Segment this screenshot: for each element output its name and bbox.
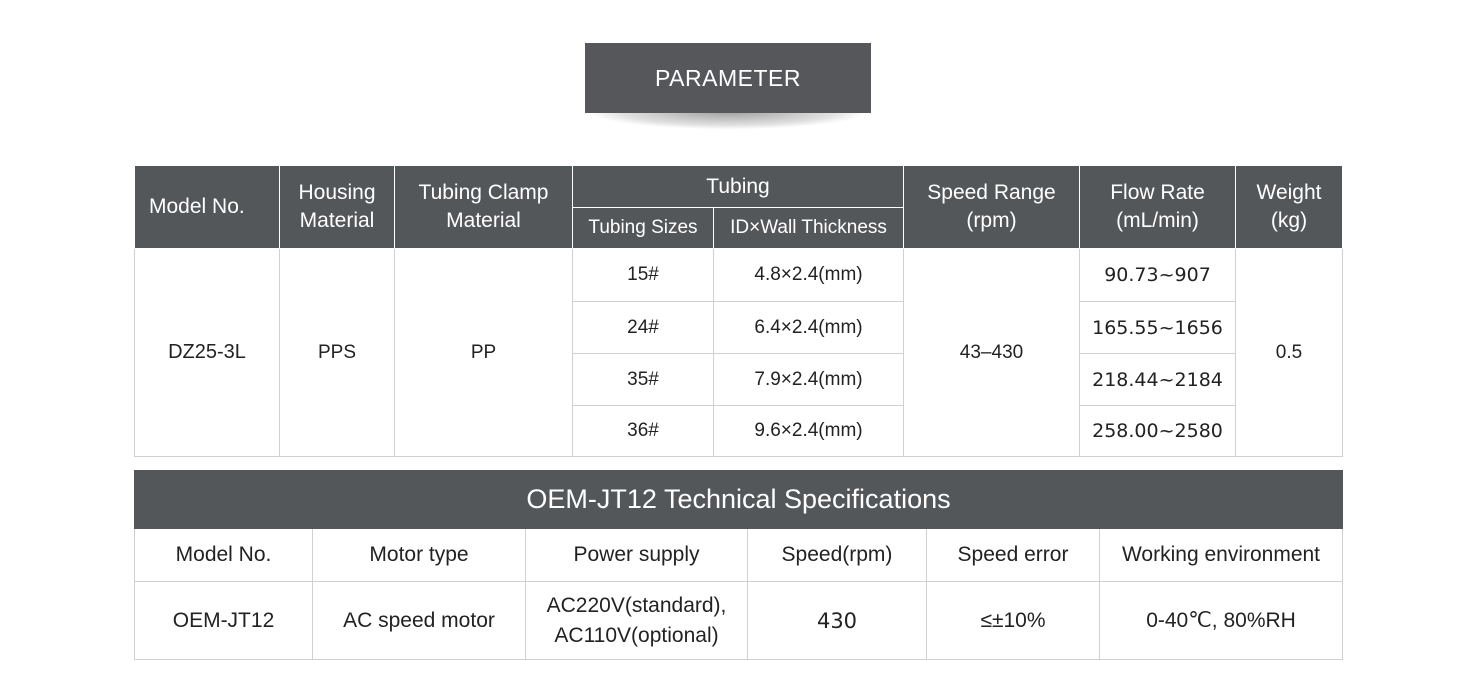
cell-id-wall: 7.9×2.4(mm) bbox=[714, 354, 904, 406]
header-tubing: Tubing bbox=[573, 166, 904, 208]
cell-housing: PPS bbox=[280, 249, 395, 457]
cell-model: OEM-JT12 bbox=[135, 582, 313, 660]
header-flow-rate: Flow Rate (mL/min) bbox=[1080, 166, 1236, 249]
table-row bbox=[135, 582, 1343, 660]
cell-tubing-size: 35# bbox=[573, 354, 714, 406]
header-id-wall-thickness: ID×Wall Thickness bbox=[714, 208, 904, 249]
cell-speed-error: ≤±10% bbox=[927, 582, 1100, 660]
cell-tubing-size: 15# bbox=[573, 249, 714, 302]
specifications-title: OEM-JT12 Technical Specifications bbox=[135, 471, 1343, 529]
cell-speed-range: 43–430 bbox=[904, 249, 1080, 457]
banner-title: PARAMETER bbox=[585, 43, 871, 113]
cell-clamp: PP bbox=[395, 249, 573, 457]
cell-flow-rate: 90.73~907 bbox=[1080, 249, 1236, 302]
cell-id-wall: 9.6×2.4(mm) bbox=[714, 406, 904, 457]
table-row bbox=[135, 249, 1343, 302]
parameter-banner bbox=[585, 43, 871, 113]
cell-flow-rate: 258.00~2580 bbox=[1080, 406, 1236, 457]
cell-model: DZ25-3L bbox=[135, 249, 280, 457]
header-speed-range: Speed Range (rpm) bbox=[904, 166, 1080, 249]
header-housing-material: Housing Material bbox=[280, 166, 395, 249]
header-speed: Speed(rpm) bbox=[748, 529, 927, 582]
specifications-table bbox=[134, 470, 1343, 660]
power-supply-line-2: AC110V(optional) bbox=[554, 623, 719, 647]
table-header-row bbox=[135, 529, 1343, 582]
header-model-no: Model No. bbox=[135, 529, 313, 582]
cell-id-wall: 6.4×2.4(mm) bbox=[714, 302, 904, 354]
header-motor-type: Motor type bbox=[313, 529, 526, 582]
parameter-table bbox=[134, 165, 1343, 457]
cell-speed: 430 bbox=[748, 582, 927, 660]
header-working-environment: Working environment bbox=[1100, 529, 1343, 582]
header-power-supply: Power supply bbox=[526, 529, 748, 582]
power-supply-line-1: AC220V(standard), bbox=[546, 593, 727, 617]
cell-tubing-size: 24# bbox=[573, 302, 714, 354]
cell-weight: 0.5 bbox=[1236, 249, 1343, 457]
header-weight: Weight (kg) bbox=[1236, 166, 1343, 249]
cell-working-environment: 0-40℃, 80%RH bbox=[1100, 582, 1343, 660]
cell-power-supply bbox=[526, 582, 748, 660]
cell-flow-rate: 218.44~2184 bbox=[1080, 354, 1236, 406]
header-model-no: Model No. bbox=[135, 166, 280, 249]
header-tubing-sizes: Tubing Sizes bbox=[573, 208, 714, 249]
header-speed-error: Speed error bbox=[927, 529, 1100, 582]
cell-id-wall: 4.8×2.4(mm) bbox=[714, 249, 904, 302]
cell-motor-type: AC speed motor bbox=[313, 582, 526, 660]
cell-tubing-size: 36# bbox=[573, 406, 714, 457]
header-tubing-clamp-material: Tubing Clamp Material bbox=[395, 166, 573, 249]
cell-flow-rate: 165.55~1656 bbox=[1080, 302, 1236, 354]
